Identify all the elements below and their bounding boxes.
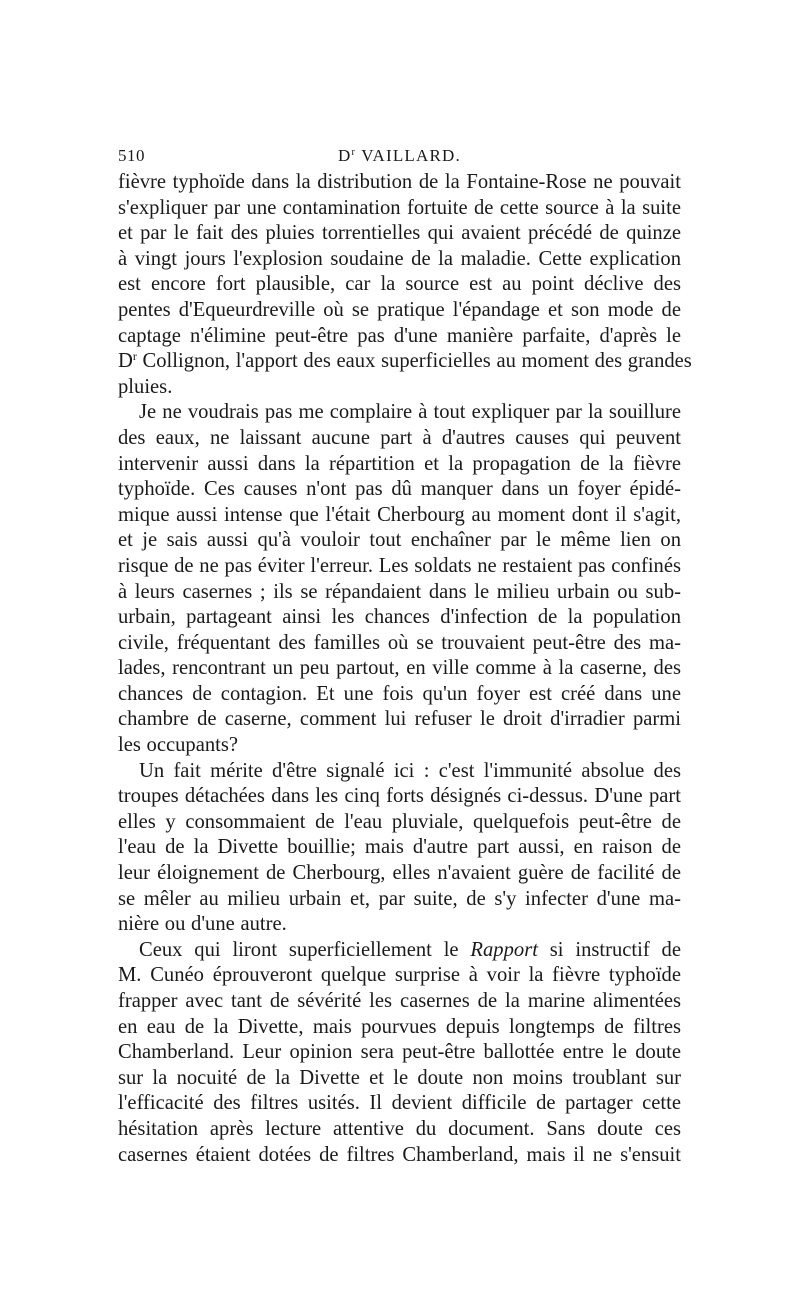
text-line: risque de ne pas éviter l'erreur. Les soldats ne restaient pas confinés [118, 554, 681, 577]
text-line: l'efficacité des filtres usités. Il devient difficile de partager cette [118, 1092, 681, 1115]
text-line: leur éloignement de Cherbourg, elles n'avaient guère de facilité de [118, 862, 681, 885]
text-line: et je sais aussi qu'à vouloir tout enchaîner par le même lien on [118, 529, 681, 552]
paragraph-4 [118, 938, 681, 1168]
text-line: frapper avec tant de sévérité les casernes de la marine alimentées [118, 990, 681, 1012]
text-line: et par le fait des pluies torrentielles qui avaient précédé de quinze [118, 222, 681, 245]
text-line: troupes détachées dans les cinq forts désignés ci-dessus. D'une part [118, 785, 681, 808]
running-head [118, 140, 681, 170]
text-line: typhoïde. Ces causes n'ont pas dû manquer dans un foyer épidé- [118, 478, 681, 501]
text-line: s'expliquer par une contamination fortuite de cette source à la suite [118, 196, 681, 219]
text-line: elles y consommaient de l'eau pluviale, quelquefois peut-être de [118, 810, 681, 833]
text-line: casernes étaient dotées de filtres Chamberland, mais il ne s'ensuit [118, 1143, 681, 1166]
text-line: Ceux qui liront superficiellement le Rapport si instructif de [139, 938, 681, 961]
book-page [118, 140, 692, 1168]
author-prefix: $D^r$ [338, 146, 357, 165]
text-line: urbain, partageant ainsi les chances d'infection de la population [118, 606, 681, 629]
text-line: pentes d'Equeurdreville où se pratique l'épandage et son mode de [118, 298, 681, 321]
text-line: des eaux, ne laissant aucune part à d'autres causes qui peuvent [118, 426, 681, 449]
text-line: l'eau de la Divette bouillie; mais d'autre part aussi, en raison de [118, 836, 681, 859]
text-line: en eau de la Divette, mais pourvues depuis longtemps de filtres [118, 1015, 681, 1038]
running-title [118, 146, 681, 166]
text-line: est encore fort plausible, car la source est au point déclive des [118, 273, 681, 296]
text-line: pluies. [118, 375, 173, 398]
text-line: Chamberland. Leur opinion sera peut-être ballottée entre le doute [118, 1041, 681, 1064]
text-line: M. Cunéo éprouveront quelque surprise à voir la fièvre typhoïde [118, 964, 681, 987]
italic-title: Rapport [470, 938, 538, 961]
page-number: 510 [118, 146, 145, 165]
text-line: $D^r$ Collignon, l'apport des eaux superficielles au moment des grandes [118, 349, 692, 373]
text-line: nière ou d'une autre. [118, 913, 287, 936]
text-line: chances de contagion. Et une fois qu'un foyer est créé dans une [118, 682, 681, 705]
text-line: à vingt jours l'explosion soudaine de la maladie. Cette explication [118, 247, 681, 270]
text-line: les occupants? [118, 734, 239, 757]
text-line: intervenir aussi dans la répartition et la propagation de la fièvre [118, 452, 681, 475]
text-line: sur la nocuité de la Divette et le doute non moins troublant sur [118, 1066, 681, 1089]
text-line: chambre de caserne, comment lui refuser le droit d'irradier parmi [118, 708, 681, 731]
text-line: fièvre typhoïde dans la distribution de la Fontaine-Rose ne pouvait [118, 171, 681, 193]
text-line: Un fait mérite d'être signalé ici : c'est l'immunité absolue des [139, 759, 681, 782]
text-line: se mêler au milieu urbain et, par suite, de s'y infecter d'une ma- [118, 887, 681, 910]
text-line: mique aussi intense que l'était Cherbourg au moment dont il s'agit, [118, 503, 681, 526]
text-line: civile, fréquentant des familles où se trouvaient peut-être des ma- [118, 631, 681, 654]
paragraph-1 [118, 170, 692, 400]
text-line: Je ne voudrais pas me complaire à tout expliquer par la souillure [139, 401, 681, 424]
text-line: hésitation après lecture attentive du document. Sans doute ces [118, 1117, 681, 1140]
paragraph-3 [118, 759, 681, 938]
text-line: lades, rencontrant un peu partout, en ville comme à la caserne, des [118, 657, 681, 680]
text-line: captage n'élimine peut-être pas d'une manière parfaite, d'après le [118, 324, 681, 347]
text-line: à leurs casernes ; ils se répandaient dans le milieu urbain ou sub- [118, 580, 681, 603]
paragraph-2 [118, 400, 681, 758]
body-text [118, 170, 692, 1168]
author-name: VAILLARD. [361, 146, 461, 165]
